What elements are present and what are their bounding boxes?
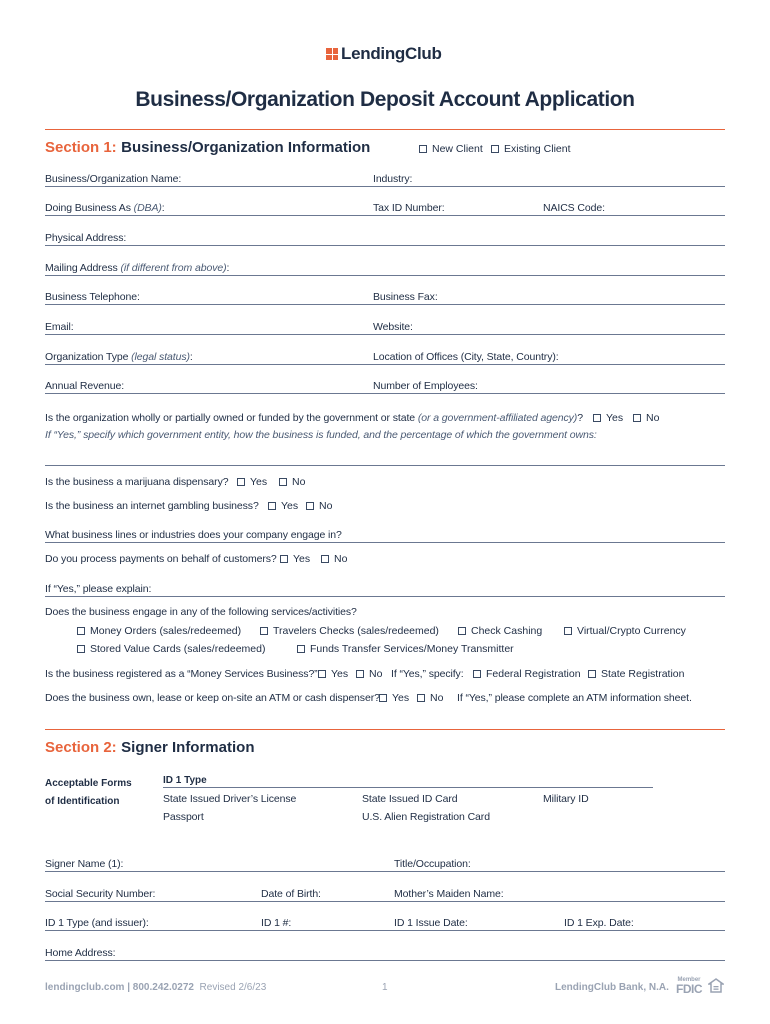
id-type-header-rule [163, 787, 653, 788]
id-type-issuer-label: ID 1 Type (and issuer): [45, 917, 149, 929]
payments-question: Do you process payments on behalf of customers? [45, 553, 277, 565]
checkbox-icon [280, 555, 288, 563]
offices-label: Location of Offices (City, State, Country): [373, 351, 559, 363]
no-label: No [430, 692, 444, 704]
id-exp-date-label: ID 1 Exp. Date: [564, 917, 634, 929]
checkbox-icon [379, 694, 387, 702]
physical-address-field[interactable] [45, 245, 725, 246]
check-cashing-label: Check Cashing [471, 625, 543, 637]
business-lines-question: What business lines or industries does your company engage in? [45, 529, 342, 541]
section1-number: Section 1: [45, 139, 117, 156]
checkbox-icon [321, 555, 329, 563]
dob-label: Date of Birth: [261, 888, 321, 900]
atm-yes-checkbox[interactable] [379, 692, 409, 704]
checkbox-icon [356, 670, 364, 678]
email-field[interactable] [45, 334, 725, 335]
signer-name-field[interactable] [45, 871, 725, 872]
checkbox-icon [491, 145, 499, 153]
revenue-label: Annual Revenue: [45, 380, 125, 392]
no-label: No [369, 668, 383, 680]
section2-number: Section 2: [45, 739, 117, 756]
footer-bank-name: LendingClub Bank, N.A. [555, 982, 669, 993]
org-type-italic: (legal status) [131, 351, 190, 363]
org-type-label [45, 351, 193, 363]
funds-transfer-checkbox[interactable] [297, 643, 514, 655]
state-registration-label: State Registration [601, 668, 685, 680]
telephone-field[interactable] [45, 304, 725, 305]
title-occupation-label: Title/Occupation: [394, 858, 471, 870]
gambling-no-checkbox[interactable] [306, 500, 332, 512]
ssn-field[interactable] [45, 901, 725, 902]
section1-heading [45, 139, 370, 157]
lendingclub-logo [326, 44, 442, 64]
checkbox-icon [458, 627, 466, 635]
gov-owned-question [45, 412, 583, 424]
footer-page-number: 1 [382, 982, 388, 993]
check-cashing-checkbox[interactable] [458, 625, 542, 637]
website-label: Website: [373, 321, 413, 333]
mailing-address-label [45, 262, 229, 274]
industry-label: Industry: [373, 173, 413, 185]
mailing-text: Mailing Address [45, 262, 121, 274]
stored-value-label: Stored Value Cards (sales/redeemed) [90, 643, 266, 655]
gov-yes-checkbox[interactable] [593, 412, 623, 424]
checkbox-icon [268, 502, 276, 510]
new-client-label: New Client [432, 143, 483, 155]
checkbox-icon [297, 645, 305, 653]
atm-no-checkbox[interactable] [417, 692, 443, 704]
ssn-label: Social Security Number: [45, 888, 156, 900]
id-type-header: ID 1 Type [163, 775, 207, 786]
yes-label: Yes [281, 500, 299, 512]
gambling-question: Is the business an internet gambling business? [45, 500, 259, 512]
section2-heading [45, 739, 254, 757]
checkbox-icon [260, 627, 268, 635]
checkbox-icon [564, 627, 572, 635]
home-address-label: Home Address: [45, 947, 116, 959]
no-label: No [334, 553, 348, 565]
services-question: Does the business engage in any of the following services/activities? [45, 606, 357, 618]
travelers-checks-checkbox[interactable] [260, 625, 439, 637]
maiden-name-label: Mother’s Maiden Name: [394, 888, 504, 900]
fdic-member-text: Member [677, 977, 701, 983]
atm-question: Does the business own, lease or keep on-site an ATM or cash dispenser? [45, 692, 380, 704]
explain-field[interactable] [45, 596, 725, 597]
payments-no-checkbox[interactable] [321, 553, 347, 565]
id-type-military: Military ID [543, 793, 589, 805]
checkbox-icon [633, 414, 641, 422]
existing-client-label: Existing Client [504, 143, 571, 155]
id-type-drivers-license: State Issued Driver’s License [163, 793, 297, 805]
checkbox-icon [588, 670, 596, 678]
checkbox-icon [279, 478, 287, 486]
new-client-checkbox[interactable] [419, 143, 483, 155]
federal-registration-checkbox[interactable] [473, 668, 581, 680]
physical-address-label: Physical Address: [45, 232, 127, 244]
employees-label: Number of Employees: [373, 380, 478, 392]
telephone-label: Business Telephone: [45, 291, 140, 303]
payments-yes-checkbox[interactable] [280, 553, 310, 565]
checkbox-icon [318, 670, 326, 678]
state-registration-checkbox[interactable] [588, 668, 684, 680]
checkbox-icon [473, 670, 481, 678]
logo-text: LendingClub [341, 44, 442, 63]
mailing-address-field[interactable] [45, 275, 725, 276]
dba-label [45, 202, 165, 214]
acceptable-forms-line1: Acceptable Forms [45, 778, 132, 789]
crypto-checkbox[interactable] [564, 625, 686, 637]
fdic-logo [674, 976, 704, 994]
no-label: No [646, 412, 660, 424]
marijuana-question: Is the business a marijuana dispensary? [45, 476, 229, 488]
no-label: No [292, 476, 306, 488]
gov-owned-suffix: ? [577, 412, 583, 424]
equal-housing-icon [708, 978, 724, 998]
gov-no-checkbox[interactable] [633, 412, 659, 424]
yes-label: Yes [392, 692, 410, 704]
fdic-text: FDIC [676, 982, 702, 996]
org-type-suffix: : [189, 351, 193, 363]
mailing-suffix: : [226, 262, 230, 274]
msb-no-checkbox[interactable] [356, 668, 382, 680]
footer-contact-text: lendingclub.com | 800.242.0272 [45, 982, 194, 993]
section2-title: Signer Information [121, 739, 255, 756]
mailing-italic: (if different from above) [120, 262, 227, 274]
federal-registration-label: Federal Registration [486, 668, 581, 680]
id-number-label: ID 1 #: [261, 917, 292, 929]
signer-name-label: Signer Name (1): [45, 858, 124, 870]
footer-contact [45, 982, 266, 993]
checkbox-icon [237, 478, 245, 486]
footer-revised: Revised 2/6/23 [199, 982, 267, 993]
org-type-field[interactable] [45, 364, 725, 365]
msb-yes-checkbox[interactable] [318, 668, 348, 680]
page-title: Business/Organization Deposit Account Application [135, 88, 635, 111]
gambling-yes-checkbox[interactable] [268, 500, 298, 512]
id-type-passport: Passport [163, 811, 204, 823]
crypto-label: Virtual/Crypto Currency [577, 625, 686, 637]
msb-specify-label: If “Yes,” specify: [391, 668, 464, 680]
home-address-field[interactable] [45, 960, 725, 961]
revenue-field[interactable] [45, 393, 725, 394]
checkbox-icon [77, 627, 85, 635]
id-issue-date-label: ID 1 Issue Date: [394, 917, 468, 929]
yes-label: Yes [331, 668, 349, 680]
business-lines-field[interactable] [45, 542, 725, 543]
title-divider [45, 129, 725, 130]
email-label: Email: [45, 321, 74, 333]
explain-label: If “Yes,” please explain: [45, 583, 152, 595]
gov-specify-field[interactable] [45, 465, 725, 466]
fax-label: Business Fax: [373, 291, 438, 303]
section2-divider [45, 729, 725, 730]
id-type-alien-card: U.S. Alien Registration Card [362, 811, 490, 823]
gov-owned-text: Is the organization wholly or partially owned or funded by the government or state [45, 412, 418, 424]
checkbox-icon [417, 694, 425, 702]
business-name-field[interactable] [45, 186, 725, 187]
checkbox-icon [419, 145, 427, 153]
section1-title: Business/Organization Information [121, 139, 371, 156]
funds-transfer-label: Funds Transfer Services/Money Transmitter [310, 643, 514, 655]
checkbox-icon [306, 502, 314, 510]
dba-text: Doing Business As [45, 202, 134, 214]
acceptable-forms-label [45, 775, 132, 811]
dba-field[interactable] [45, 215, 725, 216]
travelers-checks-label: Travelers Checks (sales/redeemed) [273, 625, 439, 637]
tax-id-label: Tax ID Number: [373, 202, 445, 214]
yes-label: Yes [250, 476, 268, 488]
marijuana-no-checkbox[interactable] [279, 476, 305, 488]
yes-label: Yes [293, 553, 311, 565]
money-orders-label: Money Orders (sales/redeemed) [90, 625, 242, 637]
gov-owned-italic: (or a government-affiliated agency) [417, 412, 578, 424]
naics-label: NAICS Code: [543, 202, 605, 214]
msb-question: Is the business registered as a “Money Services Business?” [45, 668, 318, 680]
acceptable-forms-line2: of Identification [45, 796, 120, 807]
id-type-state-id: State Issued ID Card [362, 793, 458, 805]
atm-note: If “Yes,” please complete an ATM information sheet. [457, 692, 692, 704]
no-label: No [319, 500, 333, 512]
id-type-field[interactable] [45, 930, 725, 931]
money-orders-checkbox[interactable] [77, 625, 241, 637]
checkbox-icon [593, 414, 601, 422]
marijuana-yes-checkbox[interactable] [237, 476, 267, 488]
business-name-label: Business/Organization Name: [45, 173, 182, 185]
yes-label: Yes [606, 412, 624, 424]
existing-client-checkbox[interactable] [491, 143, 571, 155]
stored-value-checkbox[interactable] [77, 643, 265, 655]
checkbox-icon [77, 645, 85, 653]
dba-italic: (DBA) [133, 202, 162, 214]
gov-specify-note: If “Yes,” specify which government entity, how the business is funded, and the percentage of which the government owns: [45, 429, 597, 441]
org-type-text: Organization Type [45, 351, 132, 363]
dba-suffix: : [161, 202, 165, 214]
logo-mark-icon [326, 48, 338, 60]
